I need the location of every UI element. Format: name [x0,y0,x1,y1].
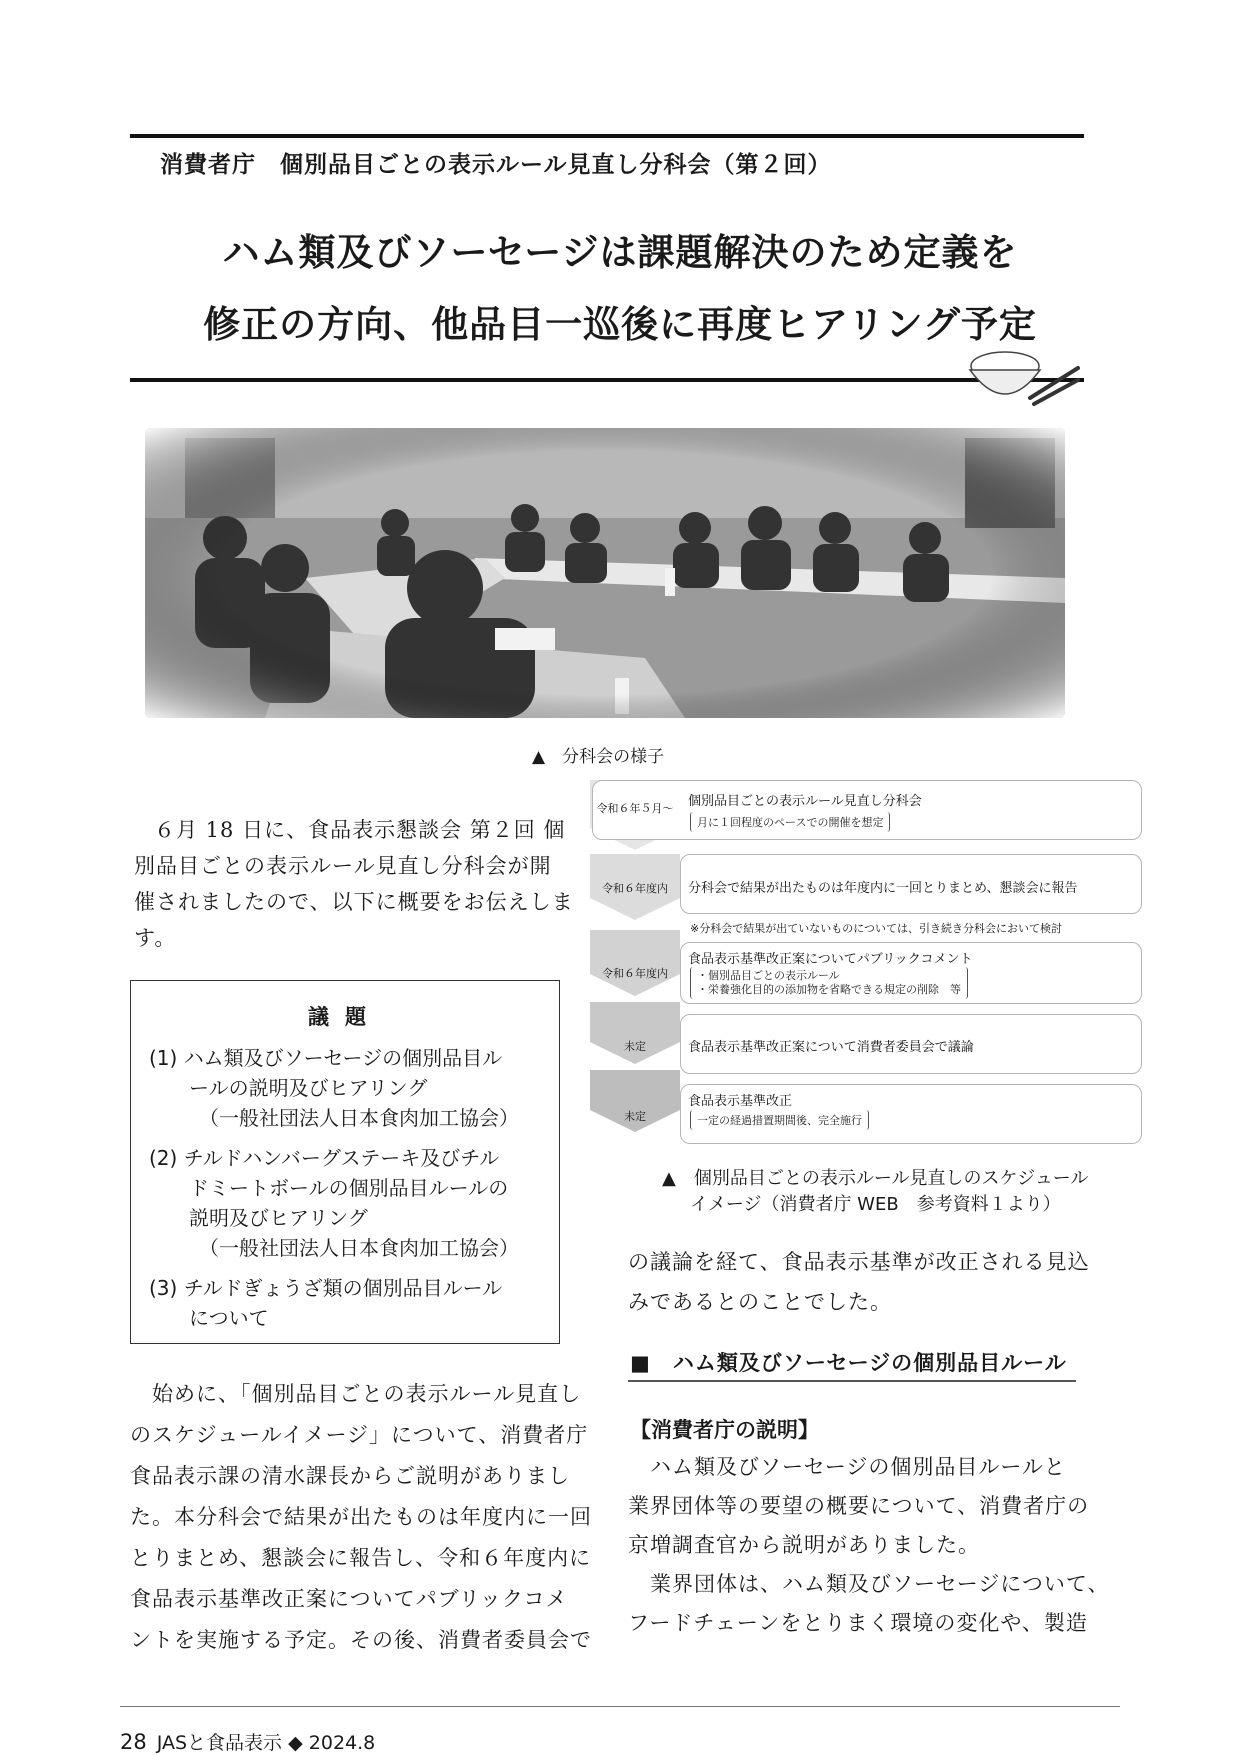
body-line: とりまとめ、懇談会に報告し、令和６年度内に [130,1546,592,1570]
footer-rule [120,1706,1120,1707]
agenda-item: (1) ハム類及びソーセージの個別品目ル [149,1046,503,1070]
body-line: 食品表示基準改正案についてパブリックコメ [130,1587,568,1611]
publication-name: JASと食品表示 [156,1732,283,1754]
agenda-box [130,980,560,1344]
schedule-text: 食品表示基準改正案についてパブリックコメント [688,952,973,967]
agenda-item: ールの説明及びヒアリング [189,1076,428,1100]
intro-line: す。 [134,926,177,950]
agenda-item: (3) チルドぎょうざ類の個別品目ルール [149,1276,503,1300]
kicker: 消費者庁 個別品目ごとの表示ルール見直し分科会（第２回） [160,152,832,178]
schedule-tag: 令和６年５月～ [596,802,674,815]
body-line: た。本分科会で結果が出たものは年度内に一回 [130,1505,592,1529]
headline-rule [130,378,1084,382]
headline-line-2: 修正の方向、他品目一巡後に再度ヒアリング予定 [203,303,1037,346]
agenda-item: について [189,1306,269,1330]
diamond-icon: ◆ [282,1732,309,1754]
schedule-tag: 令和６年度内 [602,967,668,980]
schedule-caption-line-2: イメージ（消費者庁 WEB 参考資料１より） [690,1194,1061,1215]
body-line: フードチェーンをとりまく環境の変化や、製造 [628,1611,1088,1635]
body-right-top [628,1242,1090,1322]
schedule-sub: 一定の経過措置期間後、完全施行 [690,1110,869,1130]
schedule-text: 分科会で結果が出たものは年度内に一回とりまとめ、懇談会に報告 [688,881,1078,896]
intro-line: ６月 18 日に、食品表示懇談会 第２回 個 [154,818,566,842]
agenda-title: 議題 [308,1005,382,1029]
footer [120,1728,375,1755]
intro-line: 催されましたので、以下に概要をお伝えしま [134,890,574,914]
body-line: の議論を経て、食品表示基準が改正される見込 [628,1250,1090,1274]
agenda-item: ドミートボールの個別品目ルールの [189,1176,509,1200]
subheading: 【消費者庁の説明】 [630,1418,819,1442]
agenda-item: 説明及びヒアリング [189,1206,368,1230]
schedule-note: ※分科会で結果が出ていないものについては、引き続き分科会において検討 [690,922,1062,935]
body-line: 始めに、「個別品目ごとの表示ルール見直し [152,1382,582,1406]
schedule-sub: 月に１回程度のペースでの開催を想定 [690,812,890,832]
body-line: 京増調査官から説明がありました。 [628,1533,980,1557]
headline-line-1: ハム類及びソーセージは課題解決のため定義を [222,231,1018,274]
body-line: ントを実施する予定。その後、消費者委員会で [130,1628,592,1652]
body-line: 業界団体等の要望の概要について、消費者庁の [628,1494,1090,1518]
schedule-caption-line-1: ▲ 個別品目ごとの表示ルール見直しのスケジュール [662,1168,1089,1189]
schedule-tag: 令和６年度内 [602,882,668,895]
agenda-item: （一般社団法人日本食肉加工協会） [199,1106,519,1130]
schedule-sub: ・個別品目ごとの表示ルール ・栄養強化目的の添加物を省略できる規定の削除 等 [690,967,968,999]
page-number: 28 [120,1730,147,1754]
meeting-photo [145,428,1065,718]
schedule-tag: 未定 [624,1110,646,1123]
section-rule [628,1380,1076,1382]
schedule-text: 食品表示基準改正案について消費者委員会で議論 [688,1040,974,1055]
schedule-text: 食品表示基準改正 [688,1094,793,1109]
body-right-bottom [628,1448,1109,1643]
intro-text [134,812,574,956]
body-line: みであるとのことでした。 [628,1290,892,1314]
schedule-text: 個別品目ごとの表示ルール見直し分科会 [688,794,922,809]
body-line: のスケジュールイメージ」について、消費者庁 [130,1423,589,1447]
rice-bowl-icon [960,340,1080,410]
intro-line: 別品目ごとの表示ルール見直し分科会が開 [134,854,552,878]
body-line: 食品表示課の清水課長からご説明がありまし [130,1464,570,1488]
body-left [130,1374,592,1661]
schedule-tag: 未定 [624,1040,646,1053]
top-rule [130,134,1084,138]
photo-caption: ▲ 分科会の様子 [532,747,665,767]
body-line: ハム類及びソーセージの個別品目ルールと [650,1455,1066,1479]
body-line: 業界団体は、ハム類及びソーセージについて、 [650,1572,1110,1596]
agenda-item: （一般社団法人日本食肉加工協会） [199,1236,519,1260]
section-heading: ■ ハム類及びソーセージの個別品目ルール [630,1351,1067,1375]
agenda-item: (2) チルドハンバーグステーキ及びチル [149,1146,500,1170]
issue-date: 2024.8 [308,1732,376,1754]
